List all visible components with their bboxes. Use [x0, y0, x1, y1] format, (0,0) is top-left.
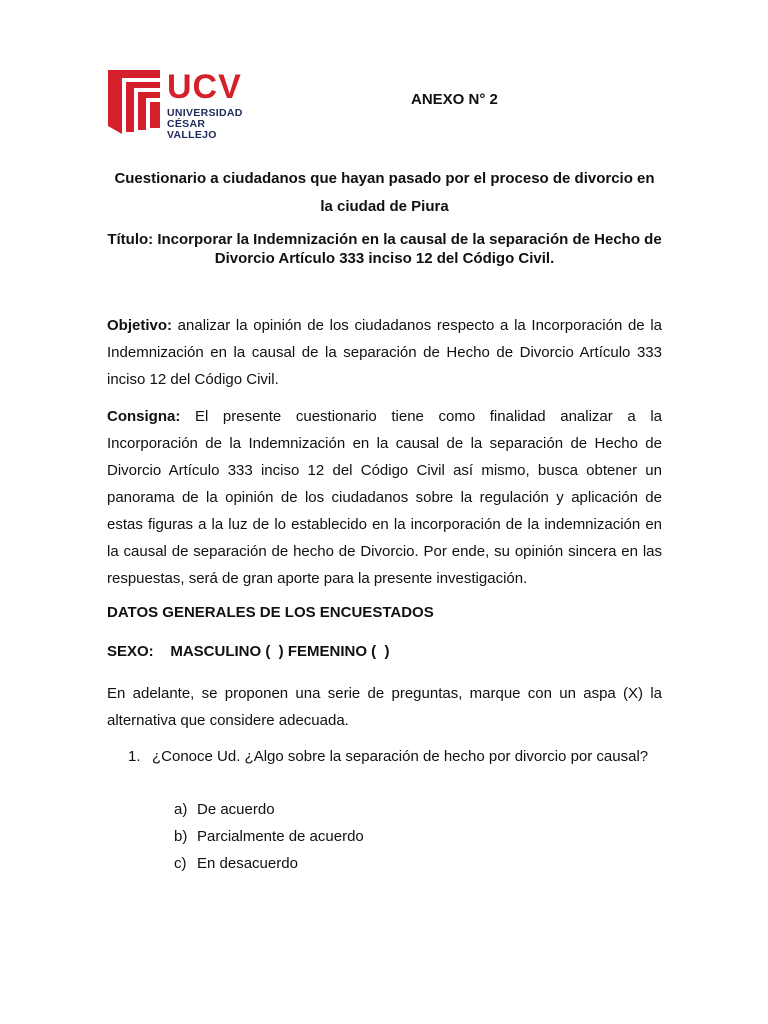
ucv-logo: [108, 68, 248, 141]
option-text: En desacuerdo: [197, 855, 298, 872]
question-number: 1.: [128, 748, 141, 765]
instructions-paragraph: En adelante, se proponen una serie de preguntas, marque con un aspa (X) la alternativa que considere adecuada.: [107, 685, 662, 729]
option-letter: c): [174, 855, 187, 872]
annex-heading: ANEXO N° 2: [411, 91, 498, 108]
objective-label: Objetivo:: [107, 317, 173, 334]
objective-text: analizar la opinión de los ciudadanos respecto a la Incorporación de la Indemnización en la causal de la separación de Hecho de Divorcio Artículo 333 inciso 12 del Código Civil.: [107, 317, 662, 388]
instruction-paragraph: [107, 403, 662, 592]
questionnaire-title: Cuestionario a ciudadanos que hayan pasado por el proceso de divorcio en la ciudad de Piura: [114, 170, 655, 215]
option-text: Parcialmente de acuerdo: [197, 828, 364, 845]
option-letter: b): [174, 828, 188, 845]
option-c[interactable]: [174, 855, 298, 872]
ucv-emblem-icon: [108, 70, 160, 134]
question-item: [128, 748, 648, 765]
section-heading: DATOS GENERALES DE LOS ENCUESTADOS: [107, 604, 434, 621]
logo-name-text: CÉSAR VALLEJO: [167, 118, 217, 141]
objective-paragraph: [107, 312, 662, 393]
sex-field: SEXO: MASCULINO ( ) FEMENINO ( ): [107, 643, 390, 660]
option-text: De acuerdo: [197, 801, 275, 818]
consigna-label: Consigna:: [107, 408, 181, 425]
logo-university-text: UNIVERSIDAD: [167, 107, 243, 119]
logo-brand-text: UCV: [167, 68, 242, 106]
option-letter: a): [174, 801, 188, 818]
consigna-text: El presente cuestionario tiene como finalidad analizar a la Incorporación de la Indemnización en la causal de la separación de Hecho de Divorcio Artículo 333 inciso 12 del Código Civil así mismo, busca obtener un panorama de la opinión de los ciudadanos sobre la regulación y aplicación de estas figuras a la luz de lo establecido en la incorporación de la indemnización en la causal de separación de hecho de Divorcio. Por ende, su opinión sincera en las respuestas, será de gran aporte para la presente investigación.: [107, 408, 662, 587]
question-text: ¿Conoce Ud. ¿Algo sobre la separación de hecho por divorcio por causal?: [152, 748, 649, 765]
option-a[interactable]: [174, 801, 275, 818]
thesis-title: Título: Incorporar la Indemnización en la causal de la separación de Hecho de Divorcio Artículo 333 inciso 12 del Código Civil.: [107, 231, 662, 267]
option-b[interactable]: [174, 828, 364, 845]
